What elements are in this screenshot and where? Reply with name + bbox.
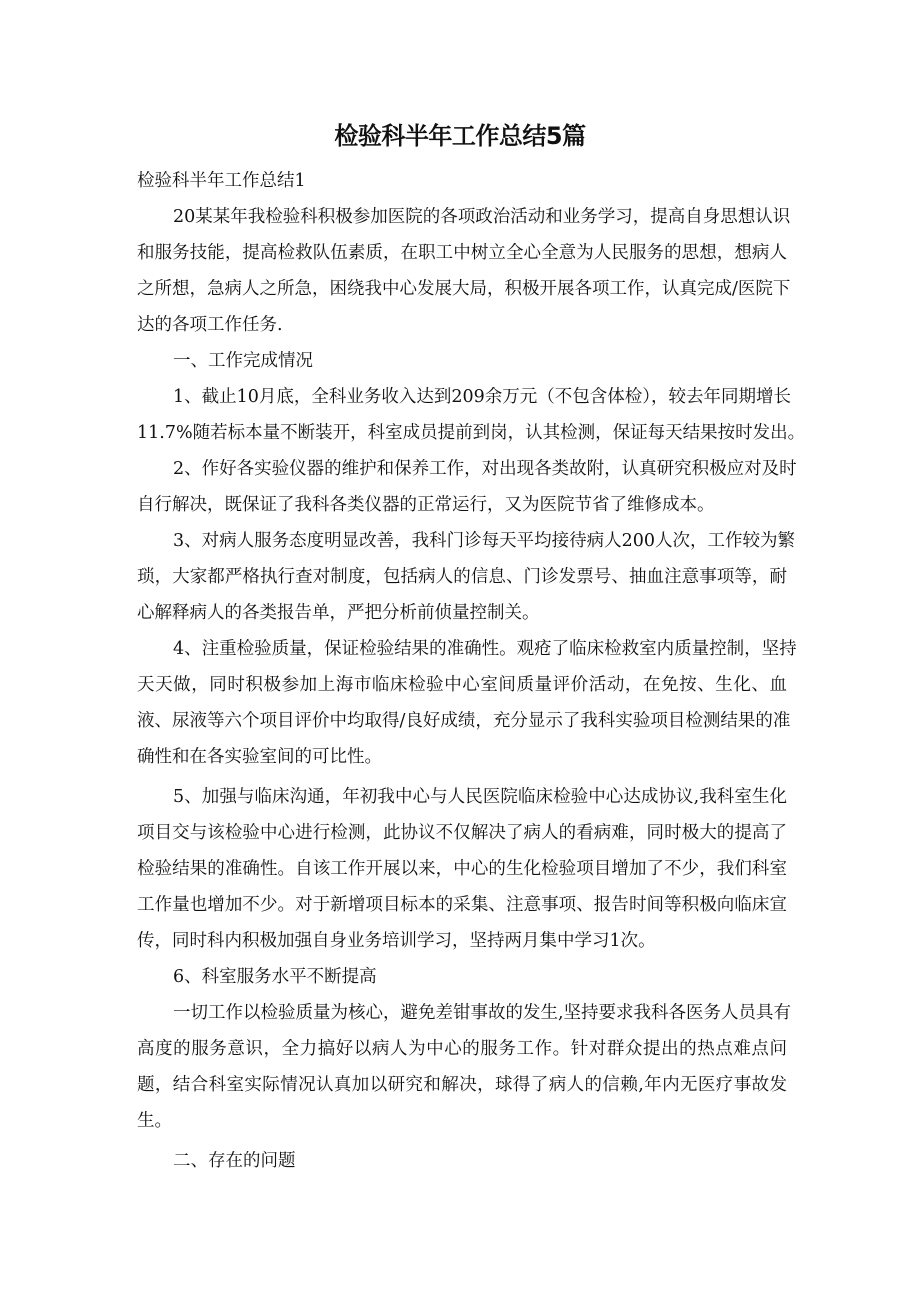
- text-line: 高度的服务意识，全力搞好以病人为中心的服务工作。针对群众提出的热点难点问: [137, 1039, 787, 1059]
- item-6-paragraph: [137, 995, 792, 1139]
- item-6-heading: 6、科室服务水平不断提高: [173, 967, 377, 987]
- text-line: 和服务技能，提高检救队伍素质，在职工中树立全心全意为人民服务的思想，想病人: [137, 243, 787, 263]
- item-5-paragraph: [137, 779, 787, 959]
- item-1-paragraph: [137, 379, 806, 451]
- text-line: 11.7%随若标本量不断装开，科室成员提前到岗，认其检测，保证每天结果按时发出。: [137, 423, 806, 443]
- text-line: 传，同时科内积极加强自身业务培训学习，坚持两月集中学习1次。: [137, 931, 656, 951]
- text-line: 5、加强与临床沟通，年初我中心与人民医院临床检验中心达成协议,我科室生化: [173, 787, 787, 807]
- text-line: 1、截止10月底，全科业务收入达到209余万元（不包含体检），较去年同期增长: [173, 387, 792, 407]
- text-line: 心解释病人的各类报告单，严把分析前侦量控制关。: [137, 603, 540, 623]
- section-heading-2: 二、存在的问题: [173, 1151, 296, 1171]
- text-line: 20某某年我检验科积极参加医院的各项政治活动和业务学习，提高自身思想认识: [173, 207, 791, 227]
- document-body: [137, 163, 806, 1179]
- text-line: 2、作好各实验仪器的维护和保养工作，对出现各类故附，认真研究积极应对及时: [173, 459, 797, 479]
- intro-paragraph: [137, 199, 791, 343]
- item-4-paragraph: [137, 631, 797, 775]
- text-line: 3、对病人服务态度明显改善，我科门诊每天平均接待病人200人次，工作较为繁: [173, 531, 796, 551]
- text-line: 琐，大家都严格执行查对制度，包括病人的信息、门诊发票号、抽血注意事项等，耐: [137, 567, 787, 587]
- text-line: 一切工作以检验质量为核心，避免差钳事故的发生,坚持要求我科各医务人员具有: [173, 1003, 792, 1023]
- text-line: 工作量也增加不少。对于新增项目标本的采集、注意事项、报告时间等积极向临床宣: [137, 895, 787, 915]
- section-heading-1: 一、工作完成情况: [173, 351, 313, 371]
- text-line: 题，结合科室实际情况认真加以研究和解决，球得了病人的信赖,年内无医疗事故发: [137, 1075, 787, 1095]
- text-line: 确性和在各实验室间的可比性。: [137, 747, 382, 767]
- text-line: 自行解决，既保证了我科各类仪器的正常运行，又为医院节省了维修成本。: [137, 495, 715, 515]
- document-title: 检验科半年工作总结5篇: [334, 122, 586, 150]
- text-line: 达的各项工作任务.: [137, 315, 283, 335]
- text-line: 液、尿液等六个项目评价中均取得/良好成绩，充分显示了我科实验项目检测结果的准: [137, 711, 791, 731]
- text-line: 天天做，同时积极参加上海市临床检验中心室间质量评价活动，在免按、生化、血: [137, 675, 787, 695]
- item-3-paragraph: [137, 523, 796, 631]
- subtitle: 检验科半年工作总结1: [137, 171, 306, 191]
- item-2-paragraph: [137, 451, 797, 523]
- text-line: 之所想，急病人之所急，困绕我中心发展大局，积极开展各项工作，认真完成/医院下: [137, 279, 791, 299]
- text-line: 项目交与该检验中心进行检测，此协议不仅解决了病人的看病难，同时极大的提高了: [137, 823, 787, 843]
- text-line: 4、注重检验质量，保证检验结果的准确性。观疮了临床检救室内质量控制，坚持: [173, 639, 797, 659]
- text-line: 检验结果的准确性。自该工作开展以来，中心的生化检验项目增加了不少，我们科室: [137, 859, 787, 879]
- text-line: 生。: [137, 1111, 172, 1131]
